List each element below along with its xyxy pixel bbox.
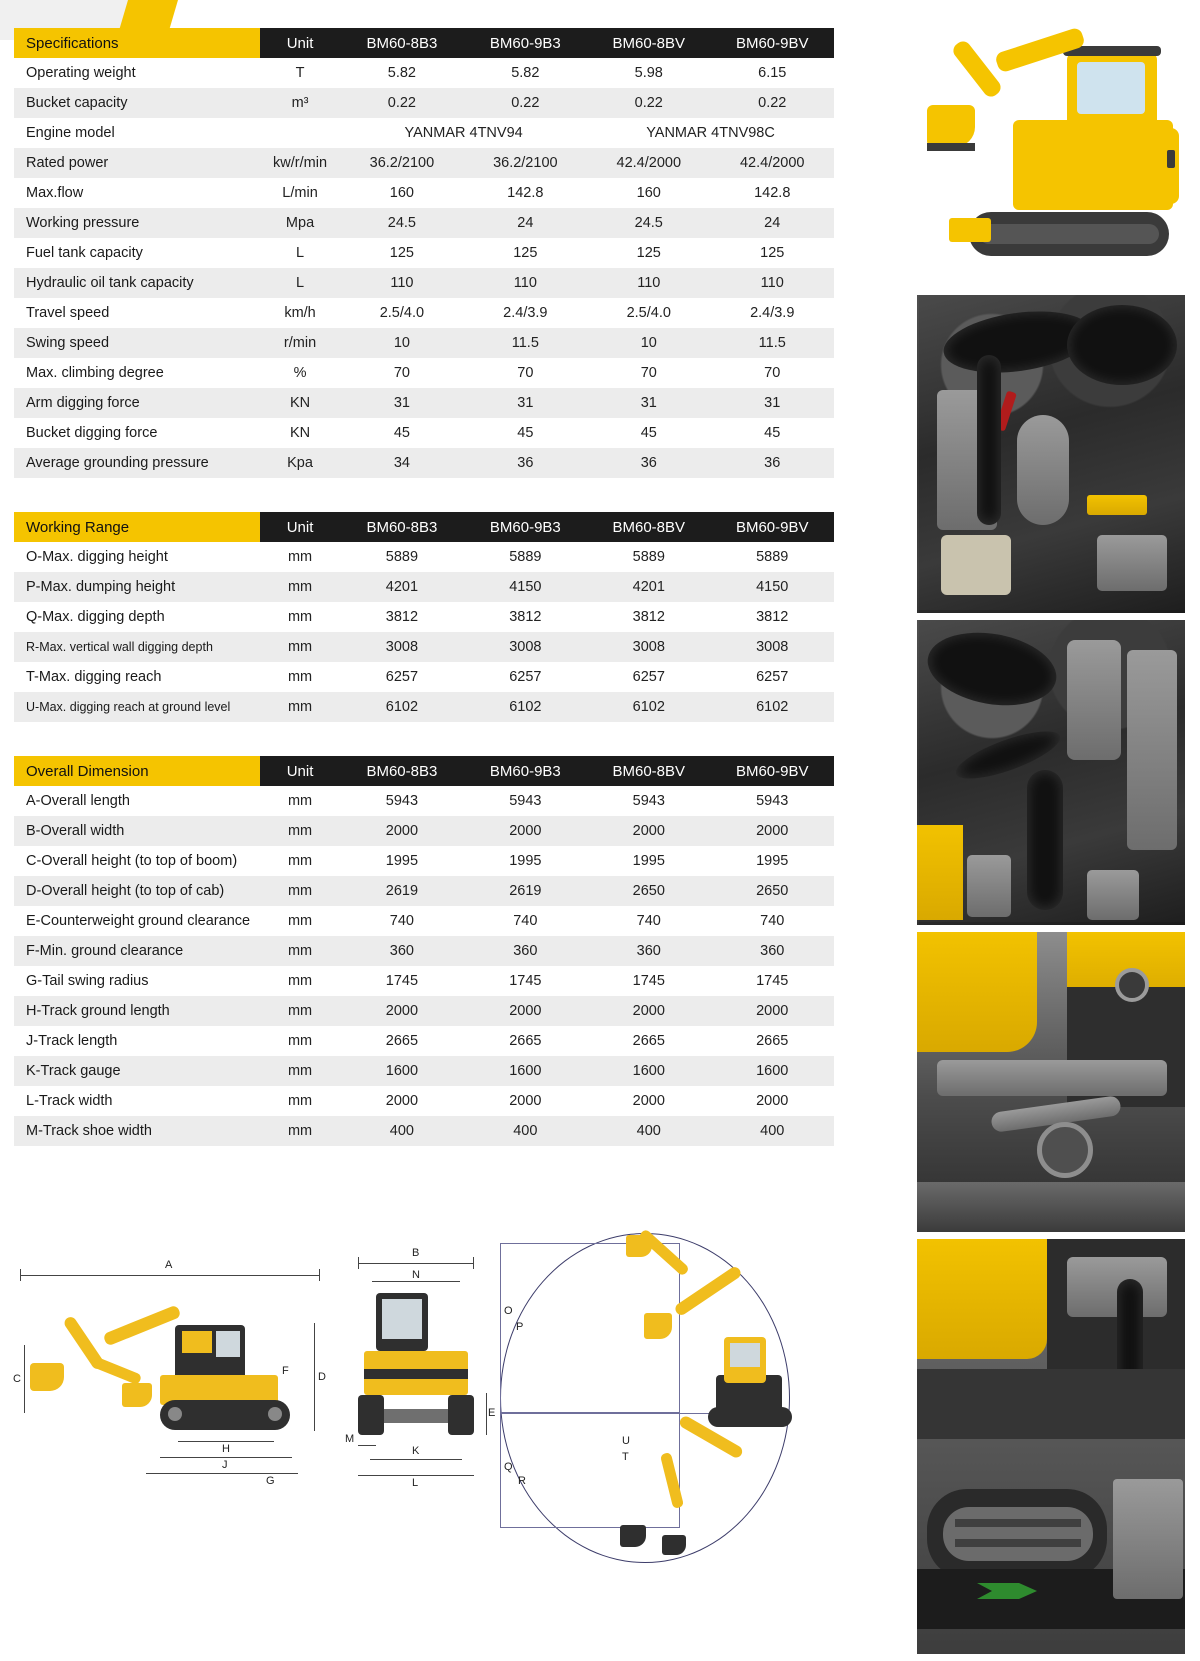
row-value: 6257: [587, 662, 710, 692]
row-label: P-Max. dumping height: [14, 572, 260, 602]
dimension-drawings: [10, 1225, 850, 1645]
table-row: [14, 418, 834, 448]
column-header-model-3: BM60-8BV: [587, 512, 710, 542]
row-label: D-Overall height (to top of cab): [14, 876, 260, 906]
row-value: 142.8: [710, 178, 834, 208]
table-row: [14, 118, 834, 148]
dim-label-B: B: [412, 1247, 420, 1259]
row-unit: mm: [260, 906, 340, 936]
row-value: 3008: [340, 632, 463, 662]
row-value: 740: [710, 906, 834, 936]
row-value: 36: [464, 448, 587, 478]
row-value: 1600: [340, 1056, 463, 1086]
row-value: 2665: [587, 1026, 710, 1056]
row-unit: mm: [260, 816, 340, 846]
row-label: Arm digging force: [14, 388, 260, 418]
row-label: A-Overall length: [14, 786, 260, 816]
row-label: Working pressure: [14, 208, 260, 238]
row-value: 125: [710, 238, 834, 268]
row-value: 2619: [340, 876, 463, 906]
row-value: 10: [587, 328, 710, 358]
row-value: 400: [464, 1116, 587, 1146]
row-value: 6.15: [710, 58, 834, 88]
row-value: 5889: [710, 542, 834, 572]
dim-label-U: U: [622, 1435, 630, 1447]
dim-label-F: F: [282, 1365, 289, 1377]
row-value: 5943: [587, 786, 710, 816]
table-row: [14, 268, 834, 298]
row-value: 2000: [587, 996, 710, 1026]
table-row: [14, 1026, 834, 1056]
row-unit: Mpa: [260, 208, 340, 238]
row-value: 2.5/4.0: [587, 298, 710, 328]
row-unit: mm: [260, 632, 340, 662]
row-value: 0.22: [710, 88, 834, 118]
row-label: R-Max. vertical wall digging depth: [14, 632, 260, 662]
row-label: Swing speed: [14, 328, 260, 358]
row-value: 10: [340, 328, 463, 358]
row-value-merged: YANMAR 4TNV98C: [587, 118, 834, 148]
row-value: 110: [464, 268, 587, 298]
row-unit: mm: [260, 692, 340, 722]
row-label: Bucket capacity: [14, 88, 260, 118]
row-value: 2000: [464, 816, 587, 846]
row-value: 1745: [464, 966, 587, 996]
row-unit: mm: [260, 1056, 340, 1086]
row-value: 1995: [340, 846, 463, 876]
row-label: Max. climbing degree: [14, 358, 260, 388]
row-value: 740: [587, 906, 710, 936]
row-unit: L/min: [260, 178, 340, 208]
dim-label-G: G: [266, 1475, 275, 1487]
row-label: C-Overall height (to top of boom): [14, 846, 260, 876]
row-unit: T: [260, 58, 340, 88]
table-row: [14, 876, 834, 906]
table-row: [14, 692, 834, 722]
row-value: 2650: [710, 876, 834, 906]
table-row: [14, 846, 834, 876]
row-label: T-Max. digging reach: [14, 662, 260, 692]
table-row: [14, 662, 834, 692]
row-value: 4150: [464, 572, 587, 602]
row-value: 5.98: [587, 58, 710, 88]
row-value: 5.82: [340, 58, 463, 88]
row-value: 740: [340, 906, 463, 936]
row-unit: mm: [260, 1116, 340, 1146]
dim-label-D: D: [318, 1371, 326, 1383]
dim-label-K: K: [412, 1445, 420, 1457]
table-row: [14, 816, 834, 846]
table-header-row: [14, 756, 834, 786]
row-value: 400: [587, 1116, 710, 1146]
dim-label-O: O: [504, 1305, 513, 1317]
dim-label-N: N: [412, 1269, 420, 1281]
row-value: 2.4/3.9: [710, 298, 834, 328]
row-value: 1600: [710, 1056, 834, 1086]
working-range-diagram: [480, 1225, 840, 1625]
row-value: 2000: [587, 1086, 710, 1116]
row-value: 24.5: [587, 208, 710, 238]
dim-label-T: T: [622, 1451, 629, 1463]
row-value: 1600: [464, 1056, 587, 1086]
row-value: 11.5: [464, 328, 587, 358]
row-value: 45: [340, 418, 463, 448]
row-unit: r/min: [260, 328, 340, 358]
row-unit: mm: [260, 662, 340, 692]
row-label: L-Track width: [14, 1086, 260, 1116]
table-row: [14, 906, 834, 936]
row-value: 2.4/3.9: [464, 298, 587, 328]
row-value: 24: [710, 208, 834, 238]
row-value: 11.5: [710, 328, 834, 358]
row-label: F-Min. ground clearance: [14, 936, 260, 966]
row-value: 2000: [464, 1086, 587, 1116]
column-header-model-2: BM60-9B3: [464, 28, 587, 58]
dim-label-C: C: [13, 1373, 21, 1385]
row-value: 24.5: [340, 208, 463, 238]
row-value: 6102: [464, 692, 587, 722]
row-unit: mm: [260, 542, 340, 572]
row-value: 2.5/4.0: [340, 298, 463, 328]
row-unit: kw/r/min: [260, 148, 340, 178]
row-unit: mm: [260, 1086, 340, 1116]
row-value: 360: [587, 936, 710, 966]
side-view-drawing: [10, 1245, 330, 1505]
row-value: 5.82: [464, 58, 587, 88]
row-unit: %: [260, 358, 340, 388]
swing-bearing-photo: [917, 932, 1185, 1232]
row-value: 2665: [340, 1026, 463, 1056]
row-value: 2000: [340, 1086, 463, 1116]
row-value: 6257: [464, 662, 587, 692]
section-title-overall-dimension: Overall Dimension: [14, 756, 260, 786]
row-value: 45: [464, 418, 587, 448]
row-unit: L: [260, 268, 340, 298]
row-label: G-Tail swing radius: [14, 966, 260, 996]
working-range-table: [14, 512, 834, 722]
table-row: [14, 572, 834, 602]
row-label: B-Overall width: [14, 816, 260, 846]
table-row: [14, 542, 834, 572]
section-title-specifications: Specifications: [14, 28, 260, 58]
table-row: [14, 996, 834, 1026]
row-value: 24: [464, 208, 587, 238]
column-header-model-1: BM60-8B3: [340, 28, 463, 58]
table-row: [14, 1116, 834, 1146]
row-value: 2000: [340, 996, 463, 1026]
row-value: 45: [710, 418, 834, 448]
row-value: 31: [710, 388, 834, 418]
row-value: 2665: [464, 1026, 587, 1056]
row-unit: Kpa: [260, 448, 340, 478]
row-value: 2000: [464, 996, 587, 1026]
row-value: 0.22: [587, 88, 710, 118]
table-row: [14, 88, 834, 118]
row-label: M-Track shoe width: [14, 1116, 260, 1146]
dim-label-A: A: [165, 1259, 173, 1271]
dim-label-E: E: [488, 1407, 496, 1419]
row-value: 1745: [710, 966, 834, 996]
row-value: 31: [464, 388, 587, 418]
row-unit: km/h: [260, 298, 340, 328]
table-row: [14, 632, 834, 662]
table-row: [14, 1086, 834, 1116]
row-value: 3812: [464, 602, 587, 632]
row-value: 5889: [340, 542, 463, 572]
table-row: [14, 178, 834, 208]
row-value: 42.4/2000: [587, 148, 710, 178]
row-value: 3008: [587, 632, 710, 662]
row-value: 4201: [587, 572, 710, 602]
row-unit: m³: [260, 88, 340, 118]
row-value: 110: [340, 268, 463, 298]
table-row: [14, 238, 834, 268]
row-label: Operating weight: [14, 58, 260, 88]
row-value: 2665: [710, 1026, 834, 1056]
row-value: 400: [340, 1116, 463, 1146]
row-label: Rated power: [14, 148, 260, 178]
row-value: 5889: [587, 542, 710, 572]
undercarriage-track-photo: [917, 1239, 1185, 1654]
row-label: Max.flow: [14, 178, 260, 208]
row-label: Fuel tank capacity: [14, 238, 260, 268]
row-value: 125: [340, 238, 463, 268]
specification-tables: [14, 28, 854, 1146]
row-value: 160: [587, 178, 710, 208]
row-label: Engine model: [14, 118, 260, 148]
row-unit: mm: [260, 1026, 340, 1056]
engine-bay-photo-2: [917, 620, 1185, 925]
column-header-model-4: BM60-9BV: [710, 28, 834, 58]
row-value: 2000: [710, 996, 834, 1026]
row-label: U-Max. digging reach at ground level: [14, 692, 260, 722]
table-header-row: [14, 28, 834, 58]
table-row: [14, 358, 834, 388]
row-unit: mm: [260, 572, 340, 602]
row-unit: KN: [260, 418, 340, 448]
row-value: 0.22: [464, 88, 587, 118]
row-value: 70: [340, 358, 463, 388]
dim-label-P: P: [516, 1321, 524, 1333]
table-row: [14, 208, 834, 238]
row-value: 70: [464, 358, 587, 388]
row-value: 0.22: [340, 88, 463, 118]
row-label: Average grounding pressure: [14, 448, 260, 478]
overall-dimension-table: [14, 756, 834, 1146]
row-value: 160: [340, 178, 463, 208]
row-value: 2619: [464, 876, 587, 906]
row-value: 1600: [587, 1056, 710, 1086]
column-header-model-1: BM60-8B3: [340, 756, 463, 786]
dim-label-J: J: [222, 1459, 228, 1471]
row-value-merged: YANMAR 4TNV94: [340, 118, 587, 148]
row-value: 3812: [587, 602, 710, 632]
table-row: [14, 966, 834, 996]
column-header-model-3: BM60-8BV: [587, 28, 710, 58]
row-value: 34: [340, 448, 463, 478]
row-unit: mm: [260, 876, 340, 906]
row-value: 1995: [587, 846, 710, 876]
table-row: [14, 388, 834, 418]
row-value: 2650: [587, 876, 710, 906]
column-header-model-4: BM60-9BV: [710, 512, 834, 542]
row-unit: mm: [260, 846, 340, 876]
row-label: Hydraulic oil tank capacity: [14, 268, 260, 298]
dim-label-M: M: [345, 1433, 355, 1445]
row-unit: KN: [260, 388, 340, 418]
row-label: Travel speed: [14, 298, 260, 328]
table-row: [14, 148, 834, 178]
row-value: 3812: [340, 602, 463, 632]
row-value: 3008: [710, 632, 834, 662]
row-unit: mm: [260, 996, 340, 1026]
row-value: 31: [587, 388, 710, 418]
row-value: 6257: [340, 662, 463, 692]
row-value: 3812: [710, 602, 834, 632]
row-value: 70: [587, 358, 710, 388]
row-value: 740: [464, 906, 587, 936]
table-row: [14, 936, 834, 966]
table-header-row: [14, 512, 834, 542]
row-value: 5943: [710, 786, 834, 816]
row-value: 36.2/2100: [464, 148, 587, 178]
column-header-model-3: BM60-8BV: [587, 756, 710, 786]
row-unit: [260, 118, 340, 148]
row-value: 70: [710, 358, 834, 388]
row-value: 360: [710, 936, 834, 966]
photo-column: [917, 0, 1192, 1661]
row-value: 125: [587, 238, 710, 268]
table-row: [14, 328, 834, 358]
dim-label-H: H: [222, 1443, 230, 1455]
row-value: 110: [587, 268, 710, 298]
row-label: K-Track gauge: [14, 1056, 260, 1086]
row-label: O-Max. digging height: [14, 542, 260, 572]
column-header-model-1: BM60-8B3: [340, 512, 463, 542]
row-value: 36.2/2100: [340, 148, 463, 178]
row-value: 1745: [340, 966, 463, 996]
row-value: 1995: [464, 846, 587, 876]
row-value: 6102: [710, 692, 834, 722]
row-value: 6257: [710, 662, 834, 692]
row-label: E-Counterweight ground clearance: [14, 906, 260, 936]
row-unit: L: [260, 238, 340, 268]
row-value: 6102: [587, 692, 710, 722]
column-header-model-2: BM60-9B3: [464, 512, 587, 542]
dim-label-L: L: [412, 1477, 419, 1489]
row-value: 2000: [710, 1086, 834, 1116]
row-unit: mm: [260, 786, 340, 816]
excavator-hero-photo: [917, 0, 1185, 288]
row-label: H-Track ground length: [14, 996, 260, 1026]
row-label: Q-Max. digging depth: [14, 602, 260, 632]
row-value: 2000: [587, 816, 710, 846]
row-value: 36: [587, 448, 710, 478]
row-value: 42.4/2000: [710, 148, 834, 178]
front-view-drawing: [340, 1245, 500, 1505]
row-label: J-Track length: [14, 1026, 260, 1056]
dim-label-Q: Q: [504, 1461, 513, 1473]
row-value: 1995: [710, 846, 834, 876]
row-value: 110: [710, 268, 834, 298]
table-row: [14, 1056, 834, 1086]
row-value: 1745: [587, 966, 710, 996]
row-value: 45: [587, 418, 710, 448]
row-value: 5943: [464, 786, 587, 816]
row-value: 360: [464, 936, 587, 966]
row-unit: mm: [260, 966, 340, 996]
row-unit: mm: [260, 936, 340, 966]
row-value: 400: [710, 1116, 834, 1146]
row-value: 4201: [340, 572, 463, 602]
section-title-working-range: Working Range: [14, 512, 260, 542]
table-row: [14, 602, 834, 632]
row-value: 142.8: [464, 178, 587, 208]
table-row: [14, 448, 834, 478]
column-header-unit: Unit: [260, 512, 340, 542]
column-header-model-2: BM60-9B3: [464, 756, 587, 786]
column-header-unit: Unit: [260, 756, 340, 786]
row-label: Bucket digging force: [14, 418, 260, 448]
row-value: 360: [340, 936, 463, 966]
row-value: 4150: [710, 572, 834, 602]
column-header-model-4: BM60-9BV: [710, 756, 834, 786]
row-value: 6102: [340, 692, 463, 722]
row-unit: mm: [260, 602, 340, 632]
row-value: 5943: [340, 786, 463, 816]
table-row: [14, 298, 834, 328]
row-value: 5889: [464, 542, 587, 572]
row-value: 36: [710, 448, 834, 478]
engine-bay-photo-1: [917, 295, 1185, 613]
specifications-table: [14, 28, 834, 478]
column-header-unit: Unit: [260, 28, 340, 58]
dim-label-R: R: [518, 1475, 526, 1487]
row-value: 3008: [464, 632, 587, 662]
row-value: 2000: [710, 816, 834, 846]
row-value: 2000: [340, 816, 463, 846]
row-value: 31: [340, 388, 463, 418]
table-row: [14, 58, 834, 88]
row-value: 125: [464, 238, 587, 268]
table-row: [14, 786, 834, 816]
